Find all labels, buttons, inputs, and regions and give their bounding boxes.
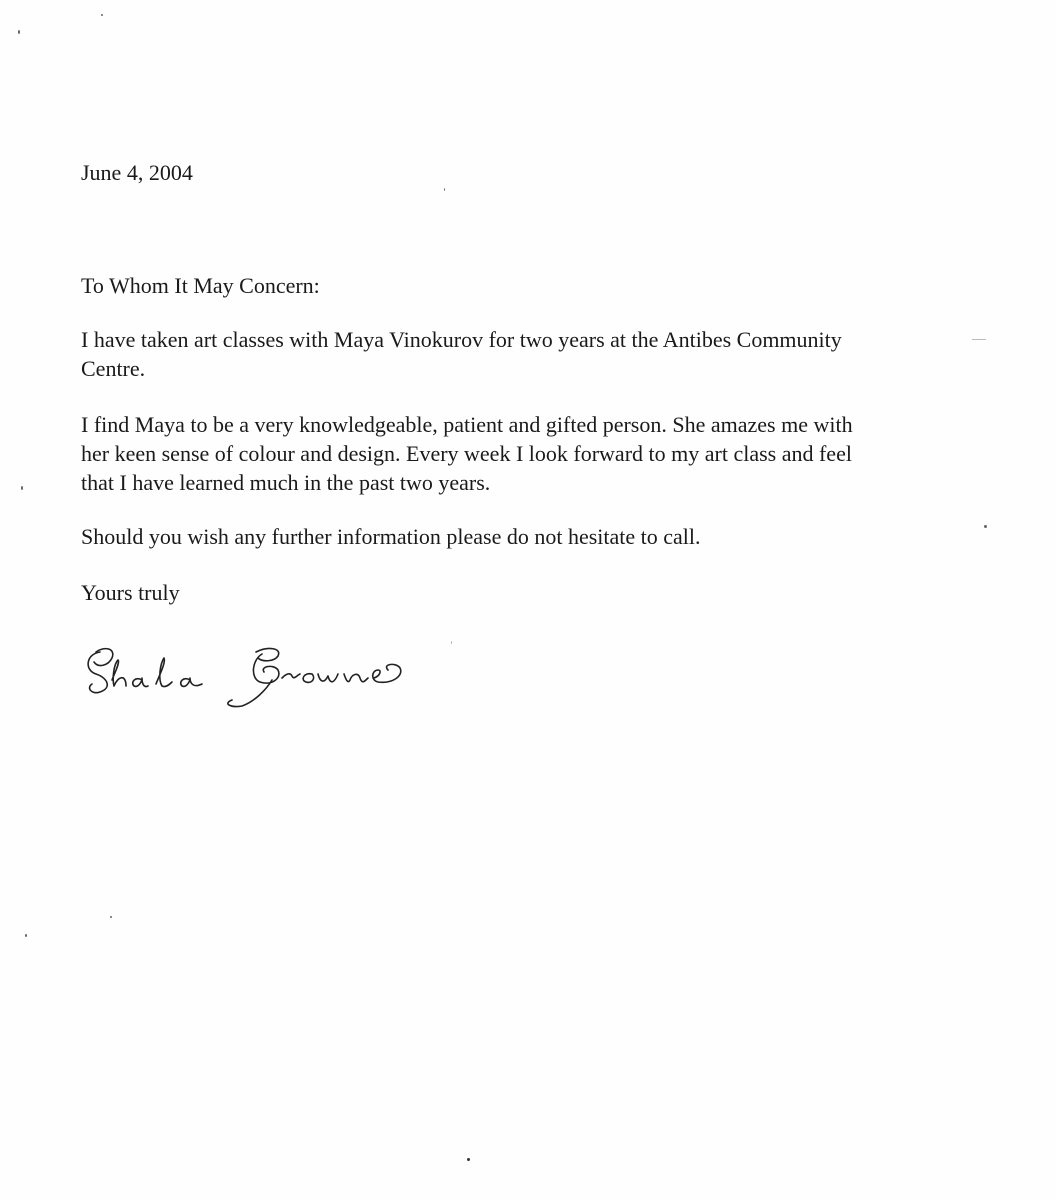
paragraph-2 bbox=[81, 410, 853, 497]
scan-speck bbox=[451, 641, 452, 644]
scan-speck bbox=[101, 14, 103, 16]
handwritten-signature bbox=[82, 640, 422, 715]
paragraph-line: that I have learned much in the past two years. bbox=[81, 470, 491, 495]
scan-speck bbox=[984, 525, 987, 528]
scan-speck bbox=[972, 339, 986, 340]
scan-speck bbox=[110, 916, 112, 918]
paragraph-1 bbox=[81, 325, 842, 383]
paragraph-line: I have taken art classes with Maya Vinokurov for two years at the Antibes Community bbox=[81, 327, 842, 352]
scan-speck bbox=[25, 934, 27, 937]
letter-date: June 4, 2004 bbox=[81, 160, 193, 185]
letter-salutation: To Whom It May Concern: bbox=[81, 273, 320, 298]
scan-speck bbox=[18, 30, 20, 34]
scan-speck bbox=[21, 486, 23, 490]
scan-speck bbox=[467, 1158, 470, 1161]
scan-speck bbox=[444, 188, 445, 191]
letter-closing: Yours truly bbox=[81, 580, 180, 605]
paragraph-3: Should you wish any further information please do not hesitate to call. bbox=[81, 524, 701, 549]
paragraph-line: her keen sense of colour and design. Every week I look forward to my art class and feel bbox=[81, 441, 852, 466]
paragraph-line: Centre. bbox=[81, 356, 146, 381]
paragraph-line: I find Maya to be a very knowledgeable, patient and gifted person. She amazes me with bbox=[81, 412, 853, 437]
